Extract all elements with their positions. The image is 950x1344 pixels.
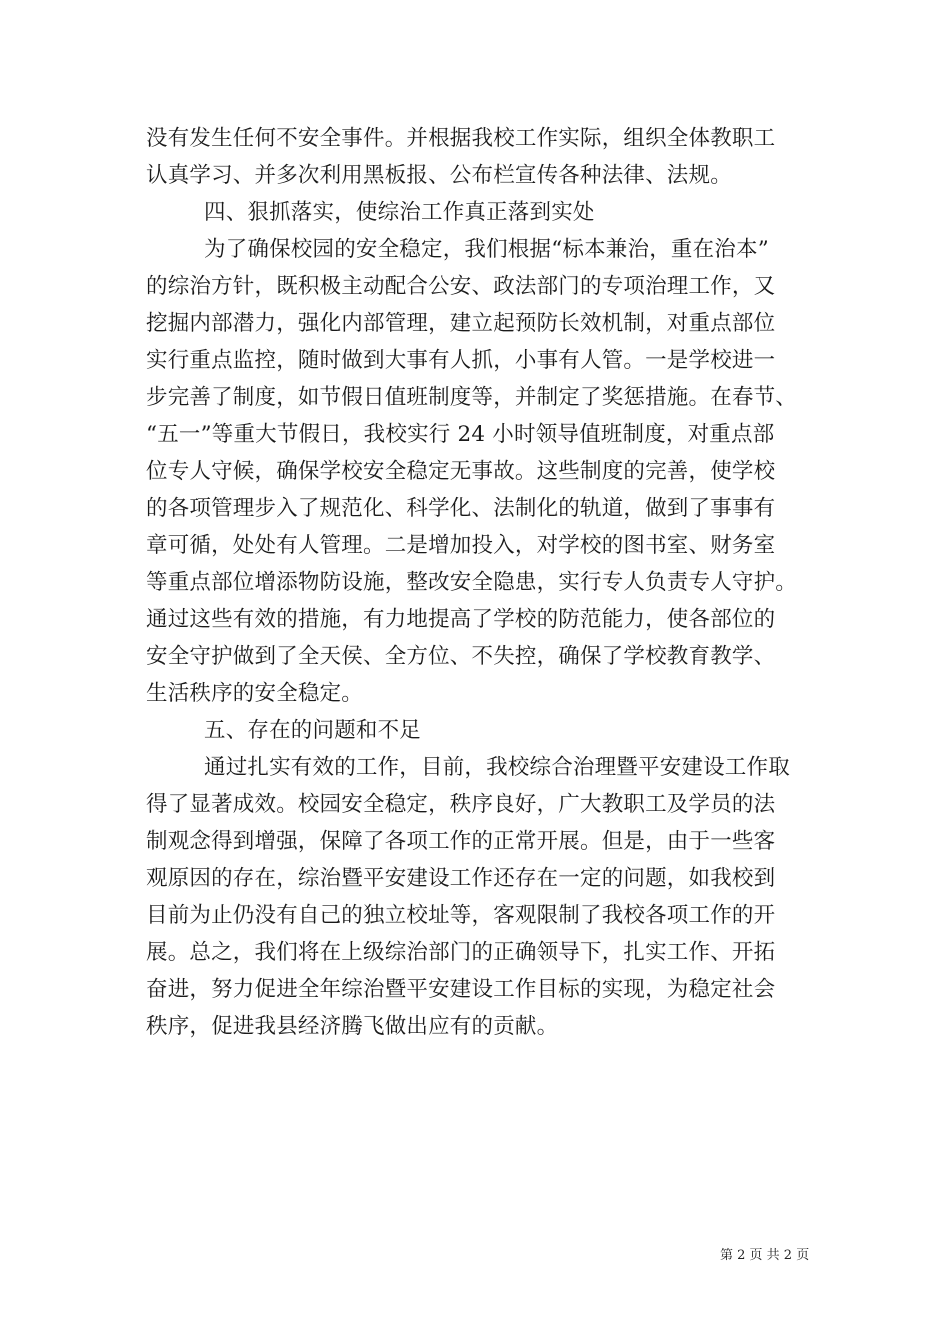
text-line: “五一”等重大节假日，我校实行 24 小时领导值班制度，对重点部 [146, 422, 775, 447]
text-line: 展。总之，我们将在上级综治部门的正确领导下，扎实工作、开拓 [146, 940, 776, 965]
text-line: 奋进，努力促进全年综治暨平安建设工作目标的实现，为稳定社会 [146, 977, 776, 1002]
text-line: 得了显著成效。校园安全稳定，秩序良好，广大教职工及学员的法 [146, 792, 776, 817]
text-line: 通过扎实有效的工作，目前，我校综合治理暨平安建设工作取 [204, 755, 790, 780]
text-line: 目前为止仍没有自己的独立校址等，客观限制了我校各项工作的开 [146, 903, 776, 928]
text-line: 秩序，促进我县经济腾飞做出应有的贡献。 [146, 1014, 559, 1039]
text-line: 没有发生任何不安全事件。并根据我校工作实际，组织全体教职工 [146, 126, 776, 151]
text-line: 实行重点监控，随时做到大事有人抓，小事有人管。一是学校进一 [146, 348, 776, 373]
section-heading-4: 四、狠抓落实，使综治工作真正落到实处 [204, 200, 595, 225]
text-line: 位专人守候，确保学校安全稳定无事故。这些制度的完善，使学校 [146, 459, 776, 484]
text-line: 为了确保校园的安全稳定，我们根据“标本兼治，重在治本” [204, 237, 769, 262]
text-line: 通过这些有效的措施，有力地提高了学校的防范能力，使各部位的 [146, 607, 776, 632]
text-line: 等重点部位增添物防设施，整改安全隐患，实行专人负责专人守护。 [146, 570, 798, 595]
section-heading-5: 五、存在的问题和不足 [204, 718, 422, 743]
text-line: 安全守护做到了全天侯、全方位、不失控，确保了学校教育教学、 [146, 644, 776, 669]
text-line: 生活秩序的安全稳定。 [146, 681, 364, 706]
document-body [146, 120, 806, 1045]
text-line: 制观念得到增强，保障了各项工作的正常开展。但是，由于一些客 [146, 829, 776, 854]
text-line: 的各项管理步入了规范化、科学化、法制化的轨道，做到了事事有 [146, 496, 776, 521]
text-line: 观原因的存在，综治暨平安建设工作还存在一定的问题，如我校到 [146, 866, 776, 891]
text-line: 章可循，处处有人管理。二是增加投入，对学校的图书室、财务室 [146, 533, 776, 558]
text-line: 步完善了制度，如节假日值班制度等，并制定了奖惩措施。在春节、 [146, 385, 798, 410]
page-number-footer: 第 2 页 共 2 页 [720, 1248, 810, 1263]
text-line: 挖掘内部潜力，强化内部管理，建立起预防长效机制，对重点部位 [146, 311, 776, 336]
text-line: 的综治方针，既积极主动配合公安、政法部门的专项治理工作，又 [146, 274, 776, 299]
text-line: 认真学习、并多次利用黑板报、公布栏宣传各种法律、法规。 [146, 163, 732, 188]
